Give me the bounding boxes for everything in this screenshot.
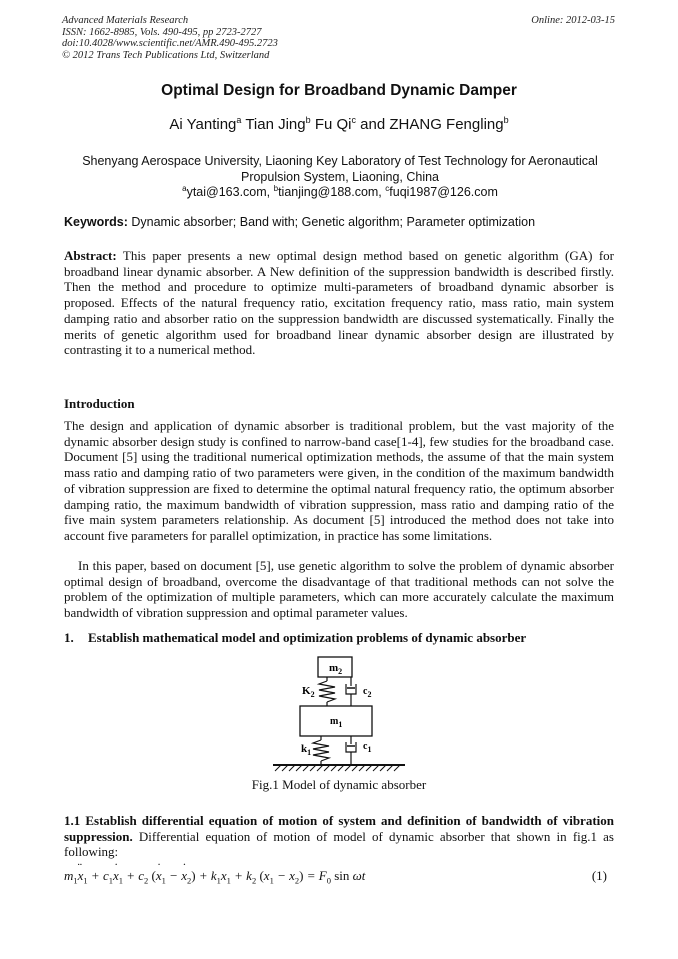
journal-header <box>62 15 278 61</box>
spring-k2 <box>319 681 335 702</box>
email-sup: a <box>182 184 187 193</box>
author-sup: b <box>305 115 311 125</box>
damper-c2-label: $c_2$ <box>363 686 372 699</box>
spring-k1-label: $k_1$ <box>301 743 312 757</box>
section-number: 1. <box>64 630 74 645</box>
figure-caption: Fig.1 Model of dynamic absorber <box>251 777 427 792</box>
affiliation: Shenyang Aerospace University, Liaoning Key Laboratory of Test Technology for Aeronautical Propulsion System, Liaoning, China <box>82 154 598 184</box>
author-name: ZHANG Fengling <box>389 116 504 133</box>
author-sup: b <box>503 115 509 125</box>
paper-title: Optimal Design for Broadband Dynamic Damper <box>161 82 517 99</box>
spring-k2-label: $K_2$ <box>302 685 315 699</box>
author-name: Fu Qi <box>314 116 352 133</box>
doi-line: doi:10.4028/www.scientific.net/AMR.490-495.2723 <box>62 38 278 49</box>
email-list <box>70 185 610 201</box>
email-link[interactable]: fuqi1987@126.com <box>389 185 498 199</box>
mass-m2-label: $m_2$ <box>329 662 343 676</box>
abstract-label: Abstract: <box>64 248 117 263</box>
subsection-text: Differential equation of motion of model of dynamic absorber that shown in fig.1 as following: <box>64 828 614 860</box>
affiliation-block <box>70 154 610 201</box>
equation-1 <box>64 868 614 888</box>
email-link[interactable]: ytai@163.com, <box>186 185 274 199</box>
subsection-label: 1.1 Establish differential equation of motion of system and definition of bandwidth of vibration suppression. <box>64 813 614 844</box>
journal-name: Advanced Materials Research <box>62 15 189 26</box>
keywords-text: Dynamic absorber; Band with; Genetic algorithm; Parameter optimization <box>127 215 536 229</box>
damper-c1-label: $c_1$ <box>363 741 372 754</box>
author-name: Tian Jing <box>245 116 306 133</box>
keywords <box>64 215 535 229</box>
online-date: Online: 2012-03-15 <box>531 15 615 26</box>
section-1-heading <box>64 630 526 646</box>
abstract-text: This paper presents a new optimal design method based on genetic algorithm (GA) for broadband linear dynamic absorber. A New definition of the suppression bandwidth is described firstly. Then the method and procedure to optimize multi-parameters of broadband dynamic absorber is proposed. Effects of the natural frequency ratio, excitation frequency ratio, mass ratio, main system damping ratio and absorber ratio on the suppression bandwidth are discussed systematically. Finally the merits of genetic algorithm used for broadband linear dynamic absorber design are illustrated by contrasting it to a numerical method. <box>64 248 614 358</box>
author-list <box>0 116 678 133</box>
author-sup: a <box>236 115 242 125</box>
damper-c2 <box>346 677 356 706</box>
author-name: Ai Yanting <box>169 116 237 133</box>
subsection-1-1 <box>64 813 614 860</box>
damper-c1 <box>346 736 356 765</box>
section-title: Establish mathematical model and optimization problems of dynamic absorber <box>88 630 527 645</box>
equation-1-body: $m_1x$ $¨_1 + c_1x$ $˙_1 + c_2$ (x $˙_1 - x$ $˙_2) + k_1x_1 + k_2$ $(x_1 - x_2) = F_0$ sin ωt <box>64 868 365 886</box>
issn-line: ISSN: 1662-8985, Vols. 490-495, pp 2723-2727 <box>62 26 262 38</box>
spring-k1 <box>313 740 329 761</box>
introduction-paragraph-1: The design and application of dynamic absorber is traditional problem, but the vast majority of the dynamic absorber design study is confined to narrow-band case[1-4], few studies for the broadband case. Document [5] using the traditional numerical optimization methods, the assume of that the main system mass ratio and damping ratio of two parameters were given, in the condition of the maximum bandwidth of vibration suppression are fixed to determine the optimal natural frequency ratio, the optimum absorber damping ratio, the maximum bandwidth of vibration suppression, mass ratio and damping ratio of the five main system parameters relationship. As document [5] introduced the method does not take into account five parameters for parallel optimization, in practice has some limitations. <box>64 418 614 543</box>
abstract <box>64 248 614 358</box>
dynamic-absorber-diagram <box>255 652 425 772</box>
introduction-paragraph-2: In this paper, based on document [5], use genetic algorithm to solve the problem of dynamic absorber optimal design of broadband, overcome the disadvantage of that traditional methods can not solve the problem of the optimization of multiple parameters, which can more accurately calculate the maximum bandwidth of vibration suppression and optimal parameter values. <box>64 558 614 621</box>
keywords-label: Keywords: <box>64 215 128 229</box>
introduction-heading: Introduction <box>64 396 135 411</box>
email-link[interactable]: tianjing@188.com, <box>278 185 386 199</box>
author-sup: c <box>351 115 356 125</box>
email-sup: b <box>273 184 279 193</box>
copyright-line: © 2012 Trans Tech Publications Ltd, Switzerland <box>62 49 270 61</box>
equation-number: (1) <box>591 868 607 883</box>
author-and: and <box>360 116 386 133</box>
email-sup: c <box>385 184 390 193</box>
mass-m1-label: $m_1$ <box>330 716 343 729</box>
